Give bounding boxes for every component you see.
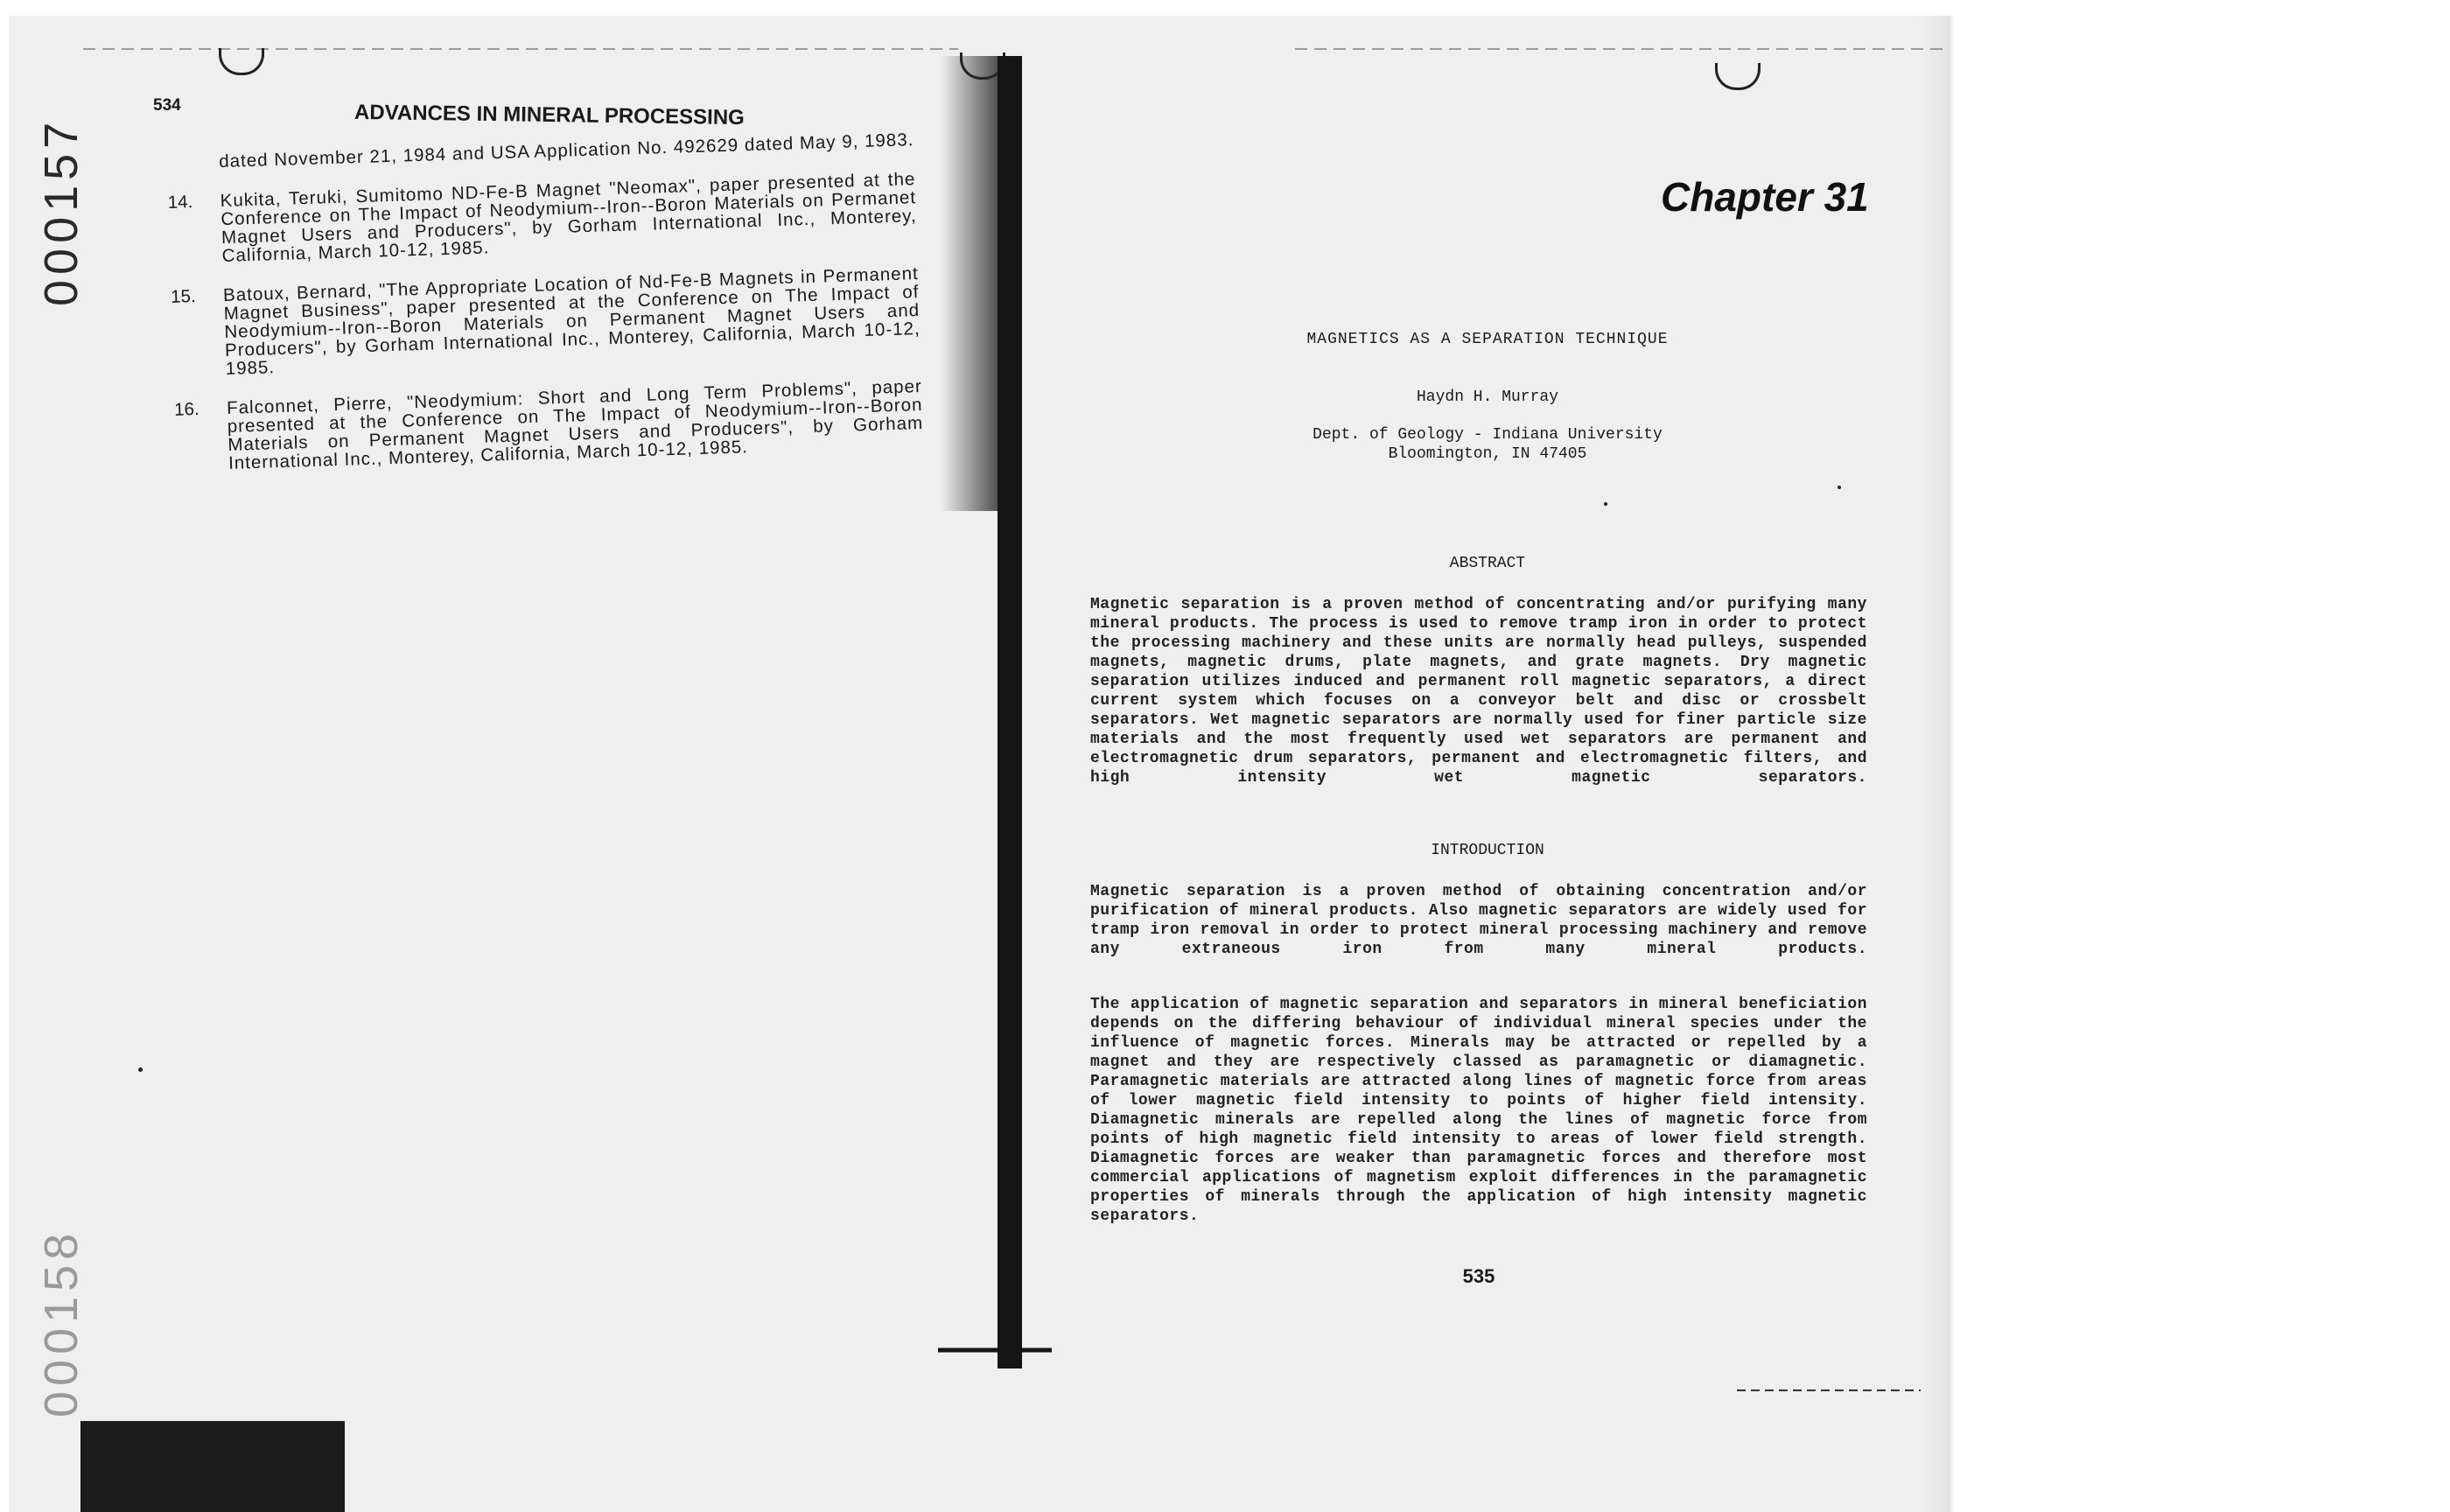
book-gutter [998,56,1022,1368]
reference-15 [171,264,921,380]
scan-dark-corner [80,1421,345,1512]
reference-text: Falconnet, Pierre, "Neodymium: Short and Long Term Problems", paper presented at the Conference on The Impact of Neodymium--Iron--Boron Materials on Permanent Magnet Users and Producers", by Gorham International Inc., Monterey, California, March 10-12, 1985. [226,376,924,473]
left-page-references [166,130,925,495]
scan-speck [138,1068,143,1072]
scan-speck [1838,486,1841,489]
bates-stamp-bottom: 000158 [35,1228,88,1418]
article-title: MAGNETICS AS A SEPARATION TECHNIQUE [1306,331,1669,348]
running-head: ADVANCES IN MINERAL PROCESSING [354,100,746,130]
abstract-text: Magnetic separation is a proven method of concentrating and/or purifying many mineral products. The process is used to remove tramp iron in order to protect the processing machinery and these units are normally head pulleys, suspended magnets, magnetic drums, plate magnets, and grate magnets. Dry magnetic separation utilizes induced and permanent roll magnetic separators, a direct current system which focuses on a conveyor belt and disc or crossbelt separators. Wet magnetic separators are normally used for finer particle size materials and the most frequently used wet separators are permanent and electromagnetic drum separators, permanent and electromagnetic filters, and high intensity wet magnetic separators. [1090,596,1867,787]
left-page-number: 534 [153,96,181,115]
gutter-foot [938,1339,1052,1362]
bates-stamp-top: 000157 [35,116,88,306]
chapter-heading: Chapter 31 [1661,174,1869,220]
reference-text: Kukita, Teruki, Sumitomo ND-Fe-B Magnet "Neomax", paper presented at the Conference on The Impact of Neodymium--Iron--Boron Materials on Permanet Magnet Users and Producers", by Gorham International Inc., Monterey, California, March 10-12, 1985. [220,169,918,267]
reference-continuation: dated November 21, 1984 and USA Application No. 492629 dated May 9, 1983. [218,130,914,172]
reference-14 [167,170,917,267]
reference-16 [174,377,924,474]
affiliation-line-1: Dept. of Geology - Indiana University [1312,426,1662,444]
page-edge-shadow [1921,16,1950,1512]
reference-number: 14. [167,192,193,213]
top-edge-noise-right [1295,48,1942,50]
reference-text: Batoux, Bernard, "The Appropriate Location of Nd-Fe-B Magnets in Permanent Magnet Business", paper presented at the Conference on The Impact of Neodymium--Iron--Boron Materials on Permanent Magnet Users and Producers", by Gorham International Inc., Monterey, California, March 10-12, 1985. [222,263,921,379]
introduction-heading: INTRODUCTION [1431,842,1544,859]
author-affiliation [1225,425,1750,464]
affiliation-line-2: Bloomington, IN 47405 [1388,445,1587,463]
top-edge-noise [83,48,958,50]
reference-number: 16. [173,398,200,420]
right-page-number: 535 [1462,1265,1495,1287]
scan-dash-mark [1737,1390,1921,1391]
reference-number: 15. [170,286,196,307]
abstract-heading: ABSTRACT [1449,555,1526,572]
author-name: Haydn H. Murray [1416,388,1559,406]
introduction-paragraph-2: The application of magnetic separation and separators in mineral beneficiation depends on the differing behaviour of individual mineral species under the influence of magnetic forces. Minerals may be attracted or repelled by a magnet and they are respectively classed as paramagnetic or diamagnetic. Paramagnetic materials are attracted along lines of magnetic force from areas of lower magnetic field intensity to points of higher field intensity. Diamagnetic minerals are repelled along the lines of magnetic force from points of high magnetic field intensity to areas of lower field strength. Diamagnetic forces are weaker than paramagnetic forces and therefore most commercial applications of magnetism exploit differences in the paramagnetic properties of minerals through the application of high intensity magnetic separators. [1090,996,1867,1225]
gutter-shadow [941,56,1002,511]
scan-speck [1604,502,1607,506]
introduction-paragraph-1: Magnetic separation is a proven method of obtaining concentration and/or purification of mineral products. Also magnetic separators are widely used for tramp iron removal in order to protect mineral processing machinery and remove any extraneous iron from many mineral products. [1090,883,1867,958]
